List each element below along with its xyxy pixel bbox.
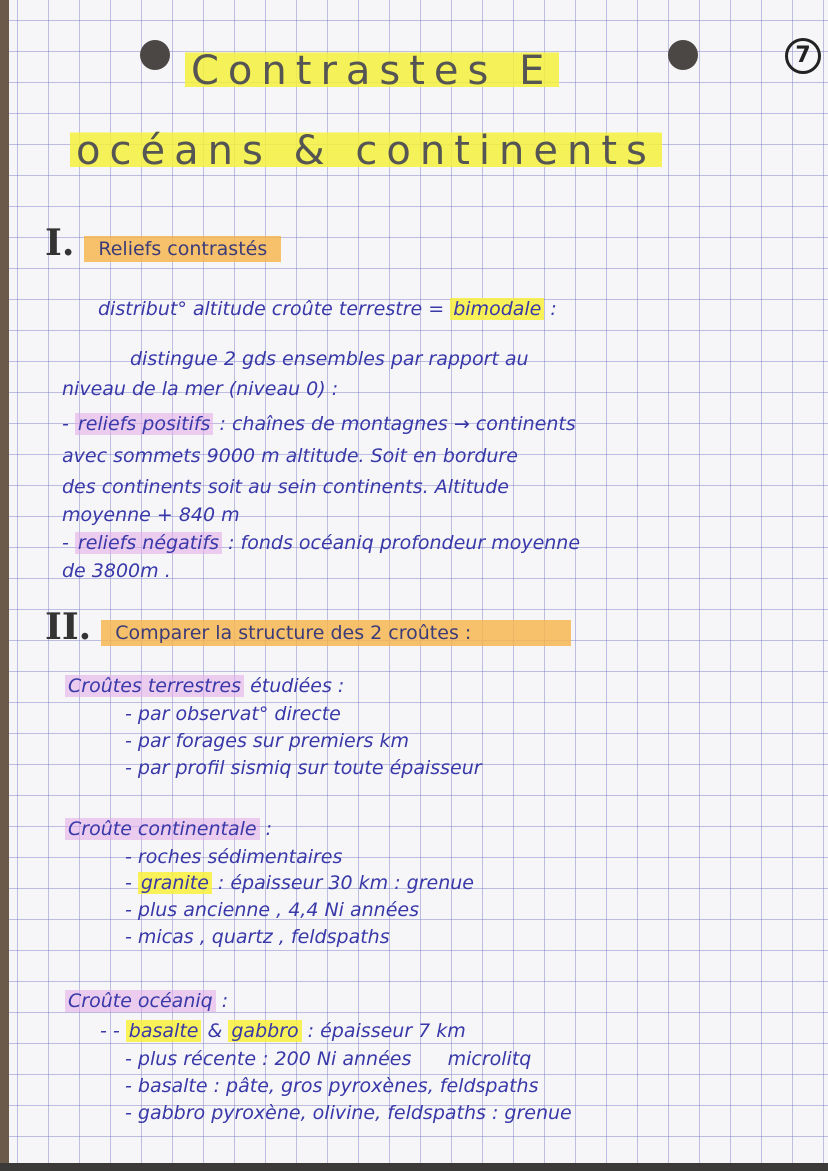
binder-hole-right — [668, 40, 698, 70]
list-item: - par profil sismiq sur toute épaisseur — [125, 757, 482, 779]
title-line-2: océans & continents — [70, 128, 662, 174]
page-margin-edge — [0, 0, 9, 1171]
section-number: I. — [45, 222, 75, 264]
section-number: II. — [45, 606, 92, 648]
page-number: 7 — [785, 38, 821, 74]
note-line: avec sommets 9000 m altitude. Soit en bordure — [62, 445, 518, 467]
page-bottom-edge — [0, 1163, 828, 1171]
note-line: des continents soit au sein continents. Altitude — [62, 476, 509, 498]
note-line: - reliefs positifs : chaînes de montagnes → continents — [62, 413, 576, 435]
note-line: - reliefs négatifs : fonds océaniq profondeur moyenne — [62, 532, 581, 554]
note-line: de 3800m . — [62, 560, 171, 582]
list-item: - micas , quartz , feldspaths — [125, 926, 390, 948]
binder-hole-left — [140, 40, 170, 70]
list-item: - - basalte & gabbro : épaisseur 7 km — [100, 1020, 466, 1042]
list-item: - par observat° directe — [125, 703, 341, 725]
subheading: Croûte continentale : — [65, 818, 272, 840]
section-title: Comparer la structure des 2 croûtes : — [101, 620, 571, 646]
list-item: - plus récente : 200 Ni années microlitq — [125, 1048, 532, 1070]
section-title: Reliefs contrastés — [84, 236, 281, 262]
list-item: - par forages sur premiers km — [125, 730, 409, 752]
list-item: - granite : épaisseur 30 km : grenue — [125, 872, 474, 894]
note-line: niveau de la mer (niveau 0) : — [62, 378, 339, 400]
list-item: - basalte : pâte, gros pyroxènes, feldspaths — [125, 1075, 539, 1097]
section-1-heading — [45, 222, 281, 264]
title-line-1: Contrastes E — [185, 48, 559, 94]
note-line: distingue 2 gds ensembles par rapport au — [130, 348, 529, 370]
list-item: - gabbro pyroxène, olivine, feldspaths : grenue — [125, 1102, 572, 1124]
subheading: Croûtes terrestres étudiées : — [65, 675, 344, 697]
section-2-heading — [45, 606, 571, 648]
note-line: moyenne + 840 m — [62, 504, 240, 526]
subheading: Croûte océaniq : — [65, 990, 228, 1012]
note-line: distribut° altitude croûte terrestre = bimodale : — [98, 298, 557, 320]
list-item: - plus ancienne , 4,4 Ni années — [125, 899, 419, 921]
list-item: - roches sédimentaires — [125, 846, 343, 868]
